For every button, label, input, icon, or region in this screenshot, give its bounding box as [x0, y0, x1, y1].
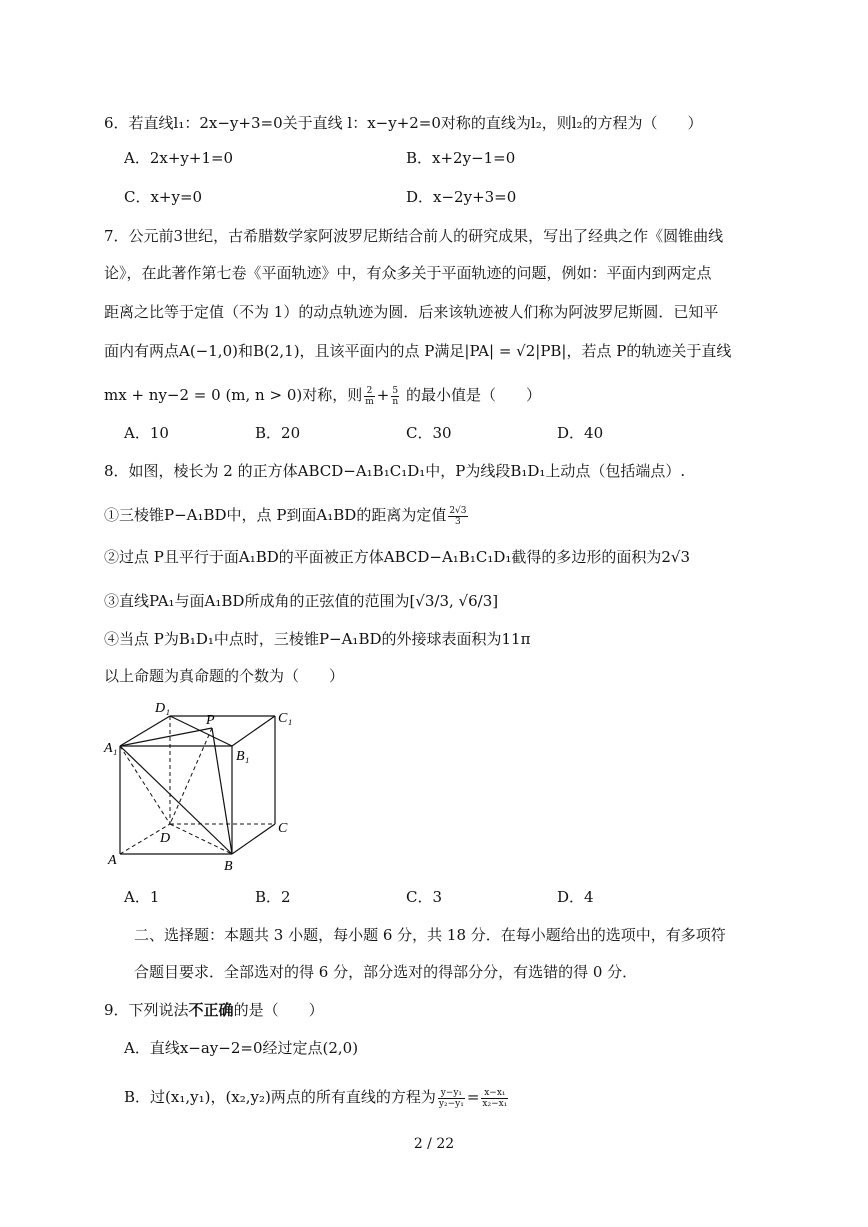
q7-plus: + — [376, 386, 390, 404]
q9-stem-emphasis: 不正确 — [188, 1001, 234, 1019]
q7-line-2: 论》，在此著作第七卷《平面轨迹》中，有众多关于平面轨迹的问题，例如：平面内到两定点 — [104, 264, 712, 282]
q6-option-b: B．x+2y−1=0 — [406, 149, 516, 167]
page-number: 2 / 22 — [413, 1136, 455, 1152]
label-d1: D₁ — [155, 701, 170, 716]
q8-statement-4: ④当点 P为B₁D₁中点时，三棱锥P−A₁BD的外接球表面积为11π — [104, 630, 531, 648]
label-c: C — [278, 821, 288, 836]
q8-ask: 以上命题为真命题的个数为（ ） — [104, 667, 345, 685]
q7-option-c: C．30 — [406, 424, 452, 442]
q7-line-5 — [104, 384, 541, 407]
q8-statement-1-fraction — [448, 506, 467, 527]
segment-d1-b1 — [170, 716, 232, 746]
q7-fraction-5-over-n — [391, 386, 399, 407]
q7-frac1-den: m — [365, 396, 374, 407]
q9-stem-pre: 9．下列说法 — [104, 1001, 189, 1019]
q9-stem — [104, 999, 324, 1021]
q8-option-a: A．1 — [124, 888, 160, 906]
q9-option-a: A．直线x−ay−2=0经过定点(2,0) — [124, 1039, 359, 1057]
segment-d-b-hidden — [170, 824, 232, 854]
q9-option-b-frac-x — [481, 1088, 508, 1109]
q8-statement-3: ③直线PA₁与面A₁BD所成角的正弦值的范围为[√3/3, √6/3] — [104, 592, 499, 610]
q6-option-d: D．x−2y+3=0 — [406, 188, 517, 206]
segment-p-b — [212, 728, 232, 854]
q7-line-5-post: 的最小值是（ ） — [405, 386, 541, 404]
segment-p-d-hidden — [170, 728, 212, 824]
q8-option-c: C．3 — [406, 888, 443, 906]
edge-b-c — [232, 824, 275, 854]
q6-stem: 6．若直线l₁：2x−y+3=0关于直线 l：x−y+2=0对称的直线为l₂，则l₂的方程为（ ） — [104, 114, 703, 132]
section-2-line-2: 合题目要求．全部选对的得 6 分，部分选对的得部分分，有选错的得 0 分． — [134, 963, 638, 981]
q7-line-3: 距离之比等于定值（不为 1）的动点轨迹为圆．后来该轨迹被人们称为阿波罗尼斯圆．已知平 — [104, 303, 719, 321]
q8-statement-1-text: ①三棱锥P−A₁BD中，点 P到面A₁BD的距离为定值 — [104, 506, 447, 524]
q9-f2-num: x−x₁ — [481, 1088, 508, 1099]
cube-diagram — [100, 698, 300, 878]
q9-f2-den: x₂−x₁ — [482, 1098, 508, 1109]
q9-option-b — [124, 1086, 510, 1109]
q9-option-b-equals: = — [466, 1088, 480, 1106]
q7-line-1: 7．公元前3世纪，古希腊数学家阿波罗尼斯结合前人的研究成果，写出了经典之作《圆锥曲线 — [104, 227, 724, 245]
q8-s1-frac-num: 2√3 — [449, 505, 467, 516]
q9-stem-post: 的是（ ） — [233, 1001, 324, 1019]
segment-a1-d-hidden — [120, 746, 170, 824]
label-c1: C₁ — [278, 711, 293, 726]
section-2-line-1: 二、选择题：本题共 3 小题，每小题 6 分，共 18 分．在每小题给出的选项中，有多项符 — [134, 926, 726, 944]
q7-fraction-2-over-m — [364, 386, 375, 407]
segment-a1-b — [120, 746, 232, 854]
q9-option-b-frac-y — [438, 1088, 465, 1109]
label-b: B — [224, 859, 233, 874]
q8-option-b: B．2 — [255, 888, 291, 906]
q8-statement-1 — [104, 504, 470, 527]
label-a1: A₁ — [104, 741, 118, 756]
q7-frac1-num: 2 — [364, 386, 375, 397]
segment-a1-p — [120, 728, 212, 746]
label-a: A — [108, 853, 117, 868]
label-b1: B₁ — [236, 749, 250, 764]
q7-line-5-pre: mx + ny−2 = 0 (m, n > 0)对称，则 — [104, 386, 363, 404]
q6-option-a: A．2x+y+1=0 — [124, 149, 234, 167]
q9-option-b-text: B．过(x₁,y₁)，(x₂,y₂)两点的所有直线的方程为 — [124, 1088, 436, 1106]
q7-frac2-num: 5 — [392, 385, 399, 396]
q8-stem: 8．如图，棱长为 2 的正方体ABCD−A₁B₁C₁D₁中，P为线段B₁D₁上动点（包括端点）. — [104, 462, 686, 480]
q8-statement-2: ②过点 P且平行于面A₁BD的平面被正方体ABCD−A₁B₁C₁D₁截得的多边形的面积为2√3 — [104, 548, 691, 566]
label-d: D — [160, 831, 171, 846]
label-p: P — [206, 713, 215, 728]
q7-option-d: D．40 — [557, 424, 604, 442]
q8-s1-frac-den: 3 — [455, 516, 461, 527]
q9-f1-num: y−y₁ — [438, 1088, 465, 1099]
q7-option-b: B．20 — [255, 424, 301, 442]
edge-c1-b1 — [232, 716, 275, 746]
q6-option-c: C．x+y=0 — [124, 188, 203, 206]
q7-line-4: 面内有两点A(−1,0)和B(2,1)，且该平面内的点 P满足|PA| = √2|PB|，若点 P的轨迹关于直线 — [104, 342, 732, 360]
q9-f1-den: y₂−y₁ — [438, 1098, 464, 1109]
q7-option-a: A．10 — [124, 424, 169, 442]
q8-option-d: D．4 — [557, 888, 594, 906]
q7-frac2-den: n — [392, 396, 399, 407]
